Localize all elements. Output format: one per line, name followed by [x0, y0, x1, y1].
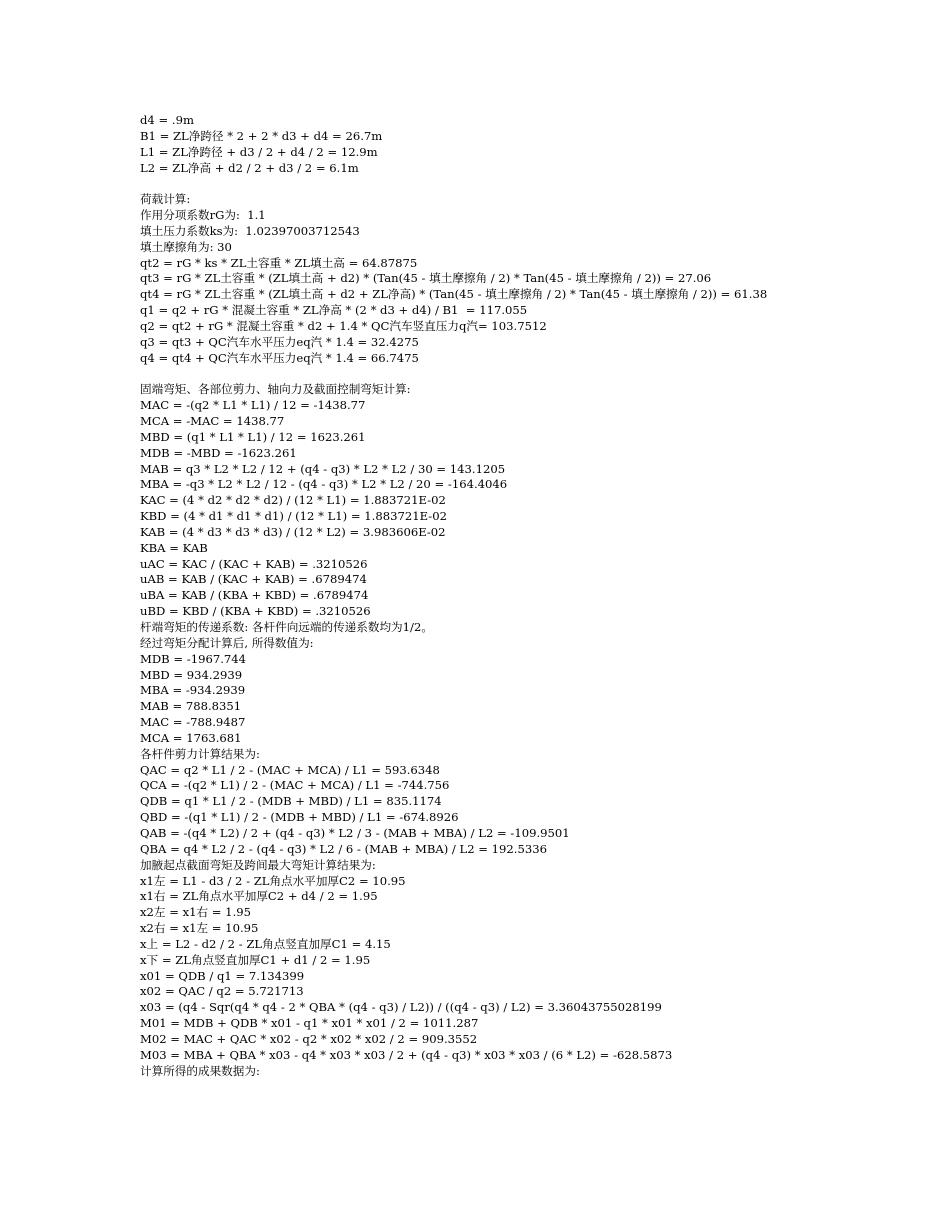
text-line: x上 = L2 - d2 / 2 - ZL角点竖直加厚C1 = 4.15 [140, 936, 391, 951]
text-line: 加腋起点截面弯矩及跨间最大弯矩计算结果为: [140, 857, 376, 872]
text-line: MBA = -q3 * L2 * L2 / 12 - (q4 - q3) * L2 * L2 / 20 = -164.4046 [140, 477, 508, 492]
text-line: MCA = -MAC = 1438.77 [140, 414, 285, 429]
text-line: QAB = -(q4 * L2) / 2 + (q4 - q3) * L2 / 3 - (MAB + MBA) / L2 = -109.9501 [140, 825, 570, 840]
text-line: x03 = (q4 - Sqr(q4 * q4 - 2 * QBA * (q4 - q3) / L2)) / ((q4 - q3) / L2) = 3.36043755028199 [140, 1000, 662, 1015]
text-line: x01 = QDB / q1 = 7.134399 [140, 968, 305, 983]
text-line: QDB = q1 * L1 / 2 - (MDB + MBD) / L1 = 835.1174 [140, 794, 442, 809]
text-line: MAB = 788.8351 [140, 699, 242, 714]
text-line: MBD = 934.2939 [140, 667, 243, 682]
text-line: MAC = -788.9487 [140, 715, 246, 730]
text-line: 计算所得的成果数据为: [140, 1063, 260, 1078]
text-line: 杆端弯矩的传递系数: 各杆件向远端的传递系数均为1/2。 [140, 620, 433, 634]
text-line: L1 = ZL净跨径 + d3 / 2 + d4 / 2 = 12.9m [140, 144, 378, 159]
blank-line [140, 367, 820, 383]
text-line: KBA = KAB [140, 540, 208, 555]
text-line: uAC = KAC / (KAC + KAB) = .3210526 [140, 556, 368, 571]
text-line: uBD = KBD / (KBA + KBD) = .3210526 [140, 604, 371, 619]
text-line: L2 = ZL净高 + d2 / 2 + d3 / 2 = 6.1m [140, 160, 359, 175]
document-body [140, 113, 820, 1079]
text-line: uBA = KAB / (KBA + KBD) = .6789474 [140, 588, 369, 603]
text-line: KAB = (4 * d3 * d3 * d3) / (12 * L2) = 3.983606E-02 [140, 524, 446, 539]
text-line: d4 = .9m [140, 113, 194, 127]
text-line: 各杆件剪力计算结果为: [140, 746, 260, 761]
text-line: M02 = MAC + QAC * x02 - q2 * x02 * x02 / 2 = 909.3552 [140, 1031, 478, 1046]
text-line: q1 = q2 + rG * 混凝土容重 * ZL净高 * (2 * d3 + d4) / B1 = 117.055 [140, 303, 528, 318]
text-line: QBA = q4 * L2 / 2 - (q4 - q3) * L2 / 6 - (MAB + MBA) / L2 = 192.5336 [140, 841, 547, 856]
text-line: QBD = -(q1 * L1) / 2 - (MDB + MBD) / L1 = -674.8926 [140, 810, 459, 825]
text-line: QCA = -(q2 * L1) / 2 - (MAC + MCA) / L1 = -744.756 [140, 778, 450, 793]
text-line: x1右 = ZL角点水平加厚C2 + d4 / 2 = 1.95 [140, 889, 378, 904]
text-line: q3 = qt3 + QC汽车水平压力eq汽 * 1.4 = 32.4275 [140, 334, 419, 349]
text-line: 固端弯矩、各部位剪力、轴向力及截面控制弯矩计算: [140, 382, 411, 397]
text-line: x2右 = x1左 = 10.95 [140, 921, 259, 936]
text-line: qt3 = rG * ZL土容重 * (ZL填土高 + d2) * (Tan(45 - 填土摩擦角 / 2) * Tan(45 - 填土摩擦角 / 2)) = 27.06 [140, 271, 712, 286]
text-line: x1左 = L1 - d3 / 2 - ZL角点水平加厚C2 = 10.95 [140, 873, 406, 888]
text-line: x下 = ZL角点竖直加厚C1 + d1 / 2 = 1.95 [140, 952, 371, 967]
text-line: x02 = QAC / q2 = 5.721713 [140, 984, 304, 999]
text-line: 荷载计算: [140, 192, 191, 207]
text-line: KAC = (4 * d2 * d2 * d2) / (12 * L1) = 1.883721E-02 [140, 493, 446, 508]
text-line: MAC = -(q2 * L1 * L1) / 12 = -1438.77 [140, 398, 366, 413]
text-line: QAC = q2 * L1 / 2 - (MAC + MCA) / L1 = 593.6348 [140, 762, 440, 777]
text-line: 填土压力系数ks为: 1.02397003712543 [140, 223, 360, 238]
text-line: q2 = qt2 + rG * 混凝土容重 * d2 + 1.4 * QC汽车竖直压力q汽= 103.7512 [140, 318, 547, 333]
text-line: uAB = KAB / (KAC + KAB) = .6789474 [140, 572, 367, 587]
text-line: MCA = 1763.681 [140, 730, 242, 745]
text-line: MDB = -MBD = -1623.261 [140, 445, 297, 460]
text-line: 作用分项系数rG为: 1.1 [140, 208, 266, 223]
text-line: 填土摩擦角为: 30 [140, 239, 232, 254]
text-line: 经过弯矩分配计算后, 所得数值为: [140, 635, 314, 650]
text-line: M01 = MDB + QDB * x01 - q1 * x01 * x01 / 2 = 1011.287 [140, 1016, 479, 1031]
text-line: q4 = qt4 + QC汽车水平压力eq汽 * 1.4 = 66.7475 [140, 350, 419, 365]
text-line: KBD = (4 * d1 * d1 * d1) / (12 * L1) = 1.883721E-02 [140, 509, 447, 524]
blank-line [140, 176, 820, 192]
text-line: x2左 = x1右 = 1.95 [140, 905, 252, 920]
text-line: MAB = q3 * L2 * L2 / 12 + (q4 - q3) * L2 * L2 / 30 = 143.1205 [140, 461, 506, 476]
text-line: MBA = -934.2939 [140, 683, 246, 698]
text-line: M03 = MBA + QBA * x03 - q4 * x03 * x03 / 2 + (q4 - q3) * x03 * x03 / (6 * L2) = -628.5873 [140, 1047, 673, 1062]
text-line: qt2 = rG * ks * ZL土容重 * ZL填土高 = 64.87875 [140, 255, 418, 270]
text-line: B1 = ZL净跨径 * 2 + 2 * d3 + d4 = 26.7m [140, 128, 383, 143]
text-line: qt4 = rG * ZL土容重 * (ZL填土高 + d2 + ZL净高) * (Tan(45 - 填土摩擦角 / 2) * Tan(45 - 填土摩擦角 / 2)) = 61.38 [140, 287, 768, 302]
text-line: MDB = -1967.744 [140, 651, 247, 666]
text-line: MBD = (q1 * L1 * L1) / 12 = 1623.261 [140, 429, 366, 444]
